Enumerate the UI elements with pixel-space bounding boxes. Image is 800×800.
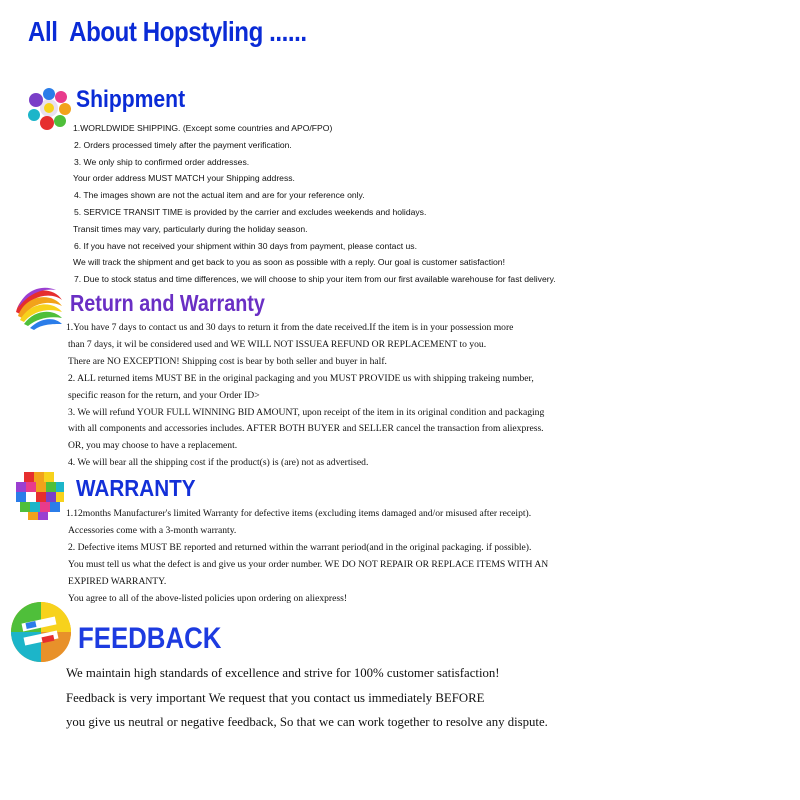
list-item: You must tell us what the defect is and give us your order number. WE DO NOT REPAIR OR REPLACE ITEMS WITH AN [68, 558, 549, 570]
warranty-heading: WARRANTY [76, 475, 196, 501]
list-item: 2. ALL returned items MUST BE in the original packaging and you MUST PROVIDE us with shipping trakeing number, [68, 372, 534, 384]
list-item: We maintain high standards of excellence and strive for 100% customer satisfaction! [66, 666, 500, 680]
list-item: 6. If you have not received your shipment within 30 days from payment, please contact us. [74, 240, 417, 251]
feedback-heading: FEEDBACK [78, 622, 222, 655]
list-item: 2. Defective items MUST BE reported and returned within the warrant period(and in the original packaging. if possible). [68, 541, 532, 553]
list-item: 1.You have 7 days to contact us and 30 days to return it from the date received.If the item is in your possession more [66, 322, 514, 333]
list-item: 7. Due to stock status and time differences, we will choose to ship your item from our first available warehouse for fast delivery. [74, 274, 556, 285]
list-item: There are NO EXCEPTION! Shipping cost is bear by both seller and buyer in half. [68, 355, 387, 367]
list-item: with all components and accessories includes. AFTER BOTH BUYER and SELLER cancel the transaction from aliexpress. [68, 423, 544, 435]
page-title: All About Hopstyling ...... [28, 16, 307, 47]
return-warranty-heading: Return and Warranty [70, 290, 265, 316]
list-item: 4. We will bear all the shipping cost if the product(s) is (are) not as advertised. [68, 457, 369, 469]
feedback-list [66, 661, 548, 735]
rainbow-swirl-icon [12, 282, 66, 332]
mosaic-cube-icon [10, 468, 68, 522]
list-item: you give us neutral or negative feedback, So that we can work together to resolve any dispute. [66, 715, 548, 729]
list-item: EXPIRED WARRANTY. [68, 575, 167, 587]
list-item: 4. The images shown are not the actual item and are for your reference only. [74, 190, 365, 201]
list-item: 2. Orders processed timely after the payment verification. [74, 139, 292, 150]
shipment-list [73, 120, 556, 288]
list-item: We will track the shipment and get back to you as soon as possible with a reply. Our goal is customer satisfaction! [73, 257, 505, 268]
list-item: 5. SERVICE TRANSIT TIME is provided by the carrier and excludes weekends and holidays. [74, 206, 427, 217]
list-item: specific reason for the return, and your Order ID> [68, 389, 260, 401]
colorful-circle-icon [8, 600, 74, 664]
colorful-balls-icon [26, 86, 72, 130]
list-item: 3. We will refund YOUR FULL WINNING BID AMOUNT, upon receipt of the item in its original condition and packaging [68, 406, 545, 418]
list-item: 1.WORLDWIDE SHIPPING. (Except some countries and APO/FPO) [73, 123, 333, 133]
list-item: Your order address MUST MATCH your Shipping address. [73, 173, 295, 184]
list-item: than 7 days, it wil be considered used and WE WILL NOT ISSUEA REFUND OR REPLACEMENT to you. [68, 338, 487, 350]
list-item: 3. We only ship to confirmed order addresses. [74, 156, 250, 167]
shipment-heading: Shippment [76, 86, 186, 113]
list-item: Feedback is very important We request that you contact us immediately BEFORE [66, 690, 485, 705]
warranty-list [66, 506, 548, 607]
list-item: Accessories come with a 3-month warranty. [68, 524, 237, 536]
list-item: Transit times may vary, particularly during the holiday season. [73, 223, 308, 234]
list-item: 1.12months Manufacturer's limited Warranty for defective items (excluding items damaged and/or misused after receipt). [66, 508, 532, 519]
return-warranty-list [66, 320, 544, 472]
list-item: OR, you may choose to have a replacement. [68, 440, 238, 452]
list-item: You agree to all of the above-listed policies upon ordering on aliexpress! [68, 592, 348, 604]
